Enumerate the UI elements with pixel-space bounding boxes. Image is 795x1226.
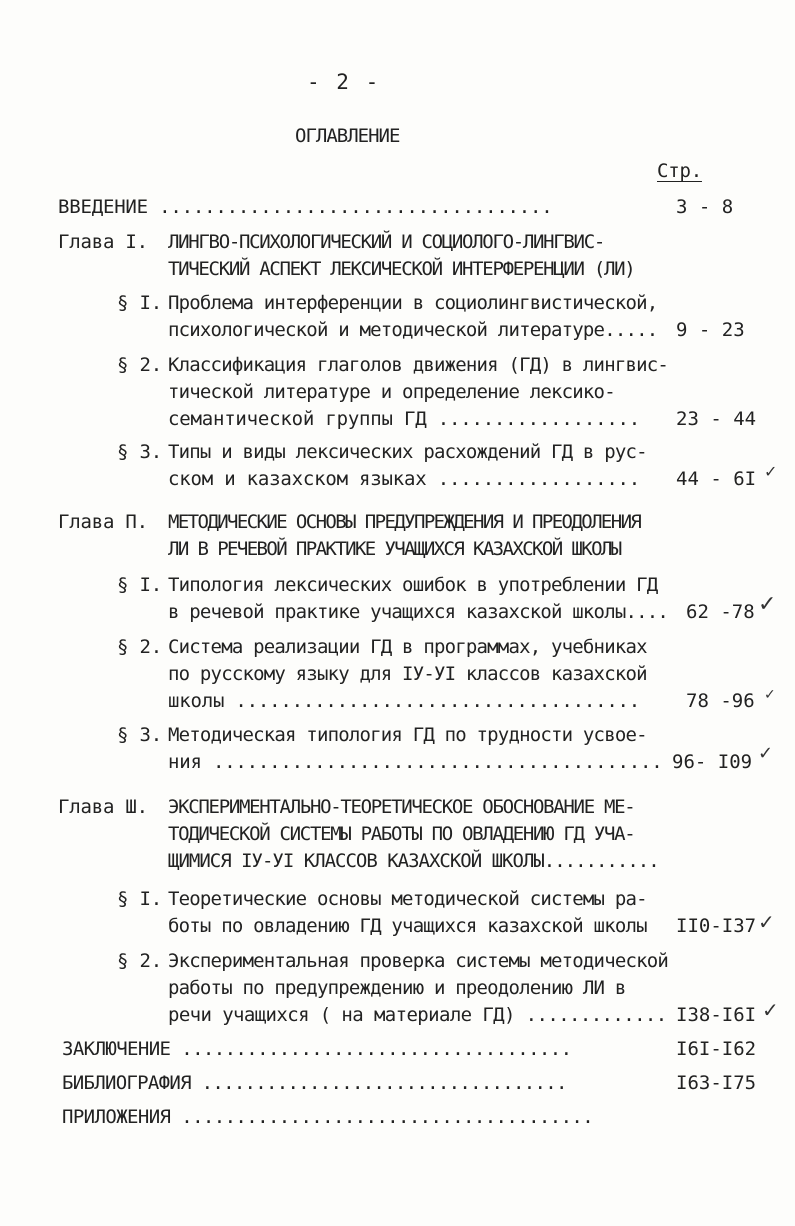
page-title: ОГЛАВЛЕНИЕ [295, 125, 400, 147]
section-1-2-pages: 23 - 44 [676, 408, 757, 430]
section-3-1-line2: боты по овладению ГД учащихся казахской школы [168, 915, 647, 937]
bibliography-pages: I63-I75 [676, 1072, 757, 1094]
bibliography-entry: БИБЛИОГРАФИЯ .................................. [62, 1072, 567, 1094]
section-3-2-pages: I38-I6I [676, 1004, 757, 1026]
chapter-3-title-line3: ЩИМИСЯ IУ-УI КЛАССОВ КАЗАХСКОЙ ШКОЛЫ........... [168, 850, 659, 872]
section-1-3-line2: ском и казахском языках .................. [168, 468, 641, 490]
conclusion-entry: ЗАКЛЮЧЕНИЕ .................................... [62, 1038, 572, 1060]
section-2-1-label: § I. [117, 574, 162, 596]
section-3-2-line3: речи учащихся ( на материале ГД) ............. [168, 1004, 667, 1026]
section-2-2-line2: по русскому языку для IУ-УI классов казахской [168, 663, 647, 685]
check-mark-icon: ✓ [758, 592, 777, 617]
section-1-2-label: § 2. [117, 354, 162, 376]
section-2-2-line1: Система реализации ГД в программах, учебниках [168, 636, 647, 658]
check-mark-icon: ✓ [764, 687, 776, 703]
chapter-3-label: Глава Ш. [58, 796, 148, 818]
section-3-1-pages: II0-I37 [676, 915, 757, 937]
section-2-1-line2: в речевой практике учащихся казахской школы.... [168, 601, 669, 623]
chapter-1-title-line2: ТИЧЕСКИЙ АСПЕКТ ЛЕКСИЧЕСКОЙ ИНТЕРФЕРЕНЦИИ (ЛИ) [168, 258, 635, 280]
intro-pages: 3 - 8 [676, 196, 734, 218]
chapter-3-title-line1: ЭКСПЕРИМЕНТАЛЬНО-ТЕОРЕТИЧЕСКОЕ ОБОСНОВАНИЕ МЕ- [168, 796, 635, 818]
section-2-2-pages: 78 -96 [686, 690, 755, 712]
section-3-2-line2: работы по предупреждению и преодолению ЛИ в [168, 977, 626, 999]
check-mark-icon: ✓ [764, 462, 778, 481]
section-3-1-label: § I. [117, 888, 162, 910]
chapter-2-title-line2: ЛИ В РЕЧЕВОЙ ПРАКТИКЕ УЧАЩИХСЯ КАЗАХСКОЙ ШКОЛЫ [168, 538, 621, 560]
intro-entry: ВВЕДЕНИЕ ................................... [58, 196, 553, 218]
section-3-2-label: § 2. [117, 950, 162, 972]
section-1-1-label: § I. [117, 292, 162, 314]
section-1-1-line1: Проблема интерференции в социолингвистической, [168, 292, 658, 314]
check-mark-icon: ✓ [758, 910, 775, 934]
appendix-entry: ПРИЛОЖЕНИЯ ...................................... [62, 1106, 594, 1128]
chapter-2-label: Глава П. [58, 511, 148, 533]
section-3-1-line1: Теоретические основы методической системы ра- [168, 888, 647, 910]
conclusion-pages: I6I-I62 [676, 1038, 757, 1060]
section-1-3-line1: Типы и виды лексических расхождений ГД в рус- [168, 441, 647, 463]
section-3-2-line1: Экспериментальная проверка системы методической [168, 950, 669, 972]
section-2-3-pages: 96- I09 [672, 751, 753, 773]
section-2-1-pages: 62 -78 [686, 601, 755, 623]
chapter-3-title-line2: ТОДИЧЕСКОЙ СИСТЕМЫ РАБОТЫ ПО ОВЛАДЕНИЮ ГД УЧА- [168, 823, 635, 845]
section-1-2-line1: Классификация глаголов движения (ГД) в лингвис- [168, 354, 669, 376]
section-1-3-label: § 3. [117, 441, 162, 463]
section-1-2-line3: семантической группы ГД .................. [168, 408, 641, 430]
check-mark-icon: ✓ [762, 998, 779, 1022]
section-1-3-pages: 44 - 6I [676, 468, 757, 490]
section-1-1-line2: психологической и методической литературе..... [168, 319, 658, 341]
chapter-1-title-line1: ЛИНГВО-ПСИХОЛОГИЧЕСКИЙ И СОЦИОЛОГО-ЛИНГВИС- [168, 231, 604, 253]
chapter-2-title-line1: МЕТОДИЧЕСКИЕ ОСНОВЫ ПРЕДУПРЕЖДЕНИЯ И ПРЕОДОЛЕНИЯ [168, 511, 641, 533]
section-2-2-label: § 2. [117, 636, 162, 658]
section-2-3-line1: Методическая типология ГД по трудности усвое- [168, 724, 647, 746]
section-2-3-label: § 3. [117, 724, 162, 746]
check-mark-icon: ✓ [758, 743, 774, 764]
section-1-1-pages: 9 - 23 [676, 319, 745, 341]
section-2-3-line2: ния ........................................ [168, 751, 663, 773]
chapter-1-label: Глава I. [58, 231, 148, 253]
section-2-1-line1: Типология лексических ошибок в употреблении ГД [168, 574, 658, 596]
page-column-header: Стр. [657, 160, 702, 182]
section-2-2-line3: школы .................................... [168, 690, 641, 712]
section-1-2-line2: тической литературе и определение лексико- [168, 381, 615, 403]
page-number: - 2 - [307, 70, 381, 94]
